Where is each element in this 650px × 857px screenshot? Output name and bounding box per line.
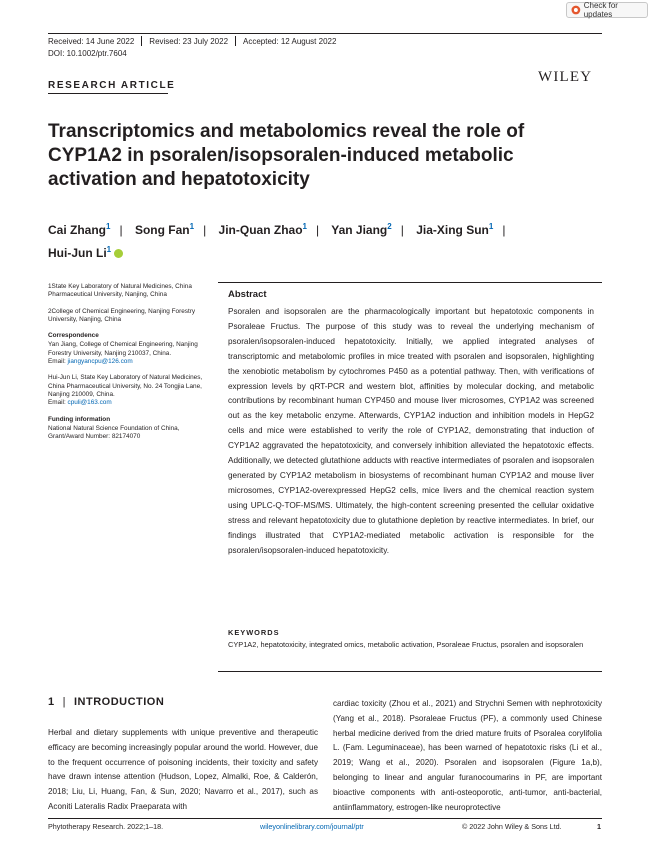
author-affil: 1: [189, 222, 195, 231]
correspondence-1: Yan Jiang, College of Chemical Engineering, Nanjing Forestry University, Nanjing 210037, China.: [48, 341, 198, 357]
section-heading: 1 | INTRODUCTION: [48, 696, 165, 708]
footer-url[interactable]: wileyonlinelibrary.com/journal/ptr: [260, 822, 364, 831]
divider: [235, 36, 236, 46]
accepted-date: Accepted: 12 August 2022: [243, 36, 337, 46]
body-text-right: cardiac toxicity (Zhou et al., 2021) and Strychni Semen with nephrotoxicity (Yang et al., 2018). Psoraleae Fructus (PF), a commonly used Chinese herbal medicine derived from the dried mature fruits of Psoralea corylifolia L. (Fam. Leguminaceae), has been warned of hepatotoxic risks (Li et al., 2019; Wang et al., 2020). Psoralen and isopsoralen (Figure 1a,b), belonging to linear and angular furanocoumarins in PF, are important bioactive components with anti-osteoporotic, anti-tumor, anti-bacterial, antiinflammatory, estrogen-like neuroprotective: [333, 699, 602, 812]
check-for-updates-label: Check for updates: [583, 1, 618, 19]
author-affil: 1: [488, 222, 494, 231]
doi[interactable]: DOI: 10.1002/ptr.7604: [48, 49, 127, 58]
abstract-text: Psoralen and isopsoralen are the pharmacologically important but hepatotoxic components in Psoraleae Fructus. The purpose of this study was to reveal the underlying mechanism of psoralen/isopsoralen-induced hepatotoxicity. Initially, we applied integrated analyses of transcriptomic and metabolomic profiles in mice treated with psoralen and isopsoralen, highlighting the xenobiotic metabolism by cytochromes P450 as a potential pathway. Then, with verifications of expression levels by qRT-PCR and western blot, affinities by molecular docking, and metabolic contributions by recombinant human CYP450 and mouse liver microsomes, CYP1A2 was screened out as the key metabolic enzyme. Afterwards, CYP1A2 induction and inhibition models in HepG2 cells and mice were established to verify the role of CYP1A2, demonstrating that induction of CYP1A2 aggravated the hepatotoxicity, and conversely inhibition alleviated the hepatotoxic effects. Additionally, we detected glutathione adducts with reactive intermediates of psoralen and isopsoralen generated by CYP1A2 metabolism in biosystems of recombinant human CYP1A2 and mouse liver microsomes, CYP1A2-overexpressed HepG2 cells, mice livers and the chemical reaction system using UPLC-Q-TOF-MS/MS. Ultimately, the high-content screening presented the cellular oxidative stress and relevant hepatotoxicity due to glutathione depletion by reactive intermediates. In brief, our findings illustrated that CYP1A2-mediated metabolic activation is responsible for the psoralen/isopsoralen-induced hepatotoxicity.: [228, 307, 594, 555]
article-title: Transcriptomics and metabolomics reveal the role of CYP1A2 in psoralen/isopsoralen-induced metabolic activation and hepatotoxicity: [48, 121, 525, 190]
correspondence-heading: Correspondence: [48, 332, 99, 340]
received-date: Received: 14 June 2022: [48, 36, 135, 46]
author-affil: 1: [302, 222, 307, 231]
page-number: 1: [597, 822, 601, 831]
email-link[interactable]: jiangyancpu@126.com: [67, 358, 133, 366]
orcid-icon[interactable]: [114, 249, 123, 258]
author-name[interactable]: Song Fan: [134, 223, 190, 237]
refresh-icon: [571, 5, 581, 15]
author-name[interactable]: Hui-Jun Li: [48, 246, 107, 260]
author-affil: 2: [387, 222, 392, 231]
author-name[interactable]: Cai Zhang: [48, 223, 107, 237]
email-label: Email:: [48, 399, 68, 407]
revised-date: Revised: 23 July 2022: [149, 36, 229, 46]
keywords-heading: KEYWORDS: [228, 628, 280, 637]
sidebar-notes: [48, 283, 208, 449]
body-text-left: Herbal and dietary supplements with unique preventive and therapeutic efficacy are becoming increasingly popular around the world. However, due to the frequent occurrence of poisoning incidents, their toxicity and safety have drawn intense attention (Hudson, Lopez, Almalki, Roe, & Calderón, 2018; Liu, Li, Huang, Fan, & Sun, 2020; Navarro et al., 2017), such as Aconiti Lateralis Radix Praeparata with: [48, 728, 318, 811]
affiliation-1: 1State Key Laboratory of Natural Medicines, China Pharmaceutical University, Nanjing, China: [48, 283, 192, 299]
footer-rule: [48, 818, 602, 819]
publisher-logo: WILEY: [538, 69, 593, 85]
author-affil: 1: [106, 245, 112, 254]
affiliation-2: 2College of Chemical Engineering, Nanjing Forestry University, Nanjing, China: [48, 307, 196, 323]
correspondence-2: Hui-Jun Li, State Key Laboratory of Natural Medicines, China Pharmaceutical University, No. 24 Tongjia Lane, Nanjing 210009, China.: [48, 374, 203, 398]
footer-copyright: © 2022 John Wiley & Sons Ltd.: [462, 822, 562, 831]
article-type-underline: [48, 93, 168, 94]
dates-line: [48, 36, 336, 46]
keywords-text: CYP1A2, hepatotoxicity, integrated omics, metabolic activation, Psoraleae Fructus, psoralen and isopsoralen: [228, 640, 584, 649]
divider: [141, 36, 142, 46]
section-title: INTRODUCTION: [73, 696, 165, 708]
author-name[interactable]: Jin-Quan Zhao: [218, 223, 303, 237]
funding-heading: Funding information: [48, 415, 111, 423]
header-rule: [48, 33, 602, 34]
abstract-heading: Abstract: [228, 289, 267, 300]
article-type: RESEARCH ARTICLE: [48, 80, 176, 91]
author-name[interactable]: Jia-Xing Sun: [416, 223, 489, 237]
check-for-updates-button[interactable]: [566, 2, 648, 18]
email-label: Email:: [48, 358, 68, 366]
funding-info: National Natural Science Foundation of China, Grant/Award Number: 82174070: [48, 424, 180, 441]
author-name[interactable]: Yan Jiang: [331, 223, 388, 237]
email-link[interactable]: cpuli@163.com: [67, 399, 112, 407]
author-affil: 1: [106, 222, 111, 231]
author-list: Cai Zhang$^1$ | Song Fan$^1$ | Jin-Quan Zhao$^1$ | Yan Jiang$^2$ | Jia-Xing Sun$^1$ | Hui-Jun Li$^1$: [48, 222, 506, 260]
section-number: 1: [48, 696, 55, 708]
footer-journal: Phytotherapy Research. 2022;1–18.: [48, 822, 164, 831]
